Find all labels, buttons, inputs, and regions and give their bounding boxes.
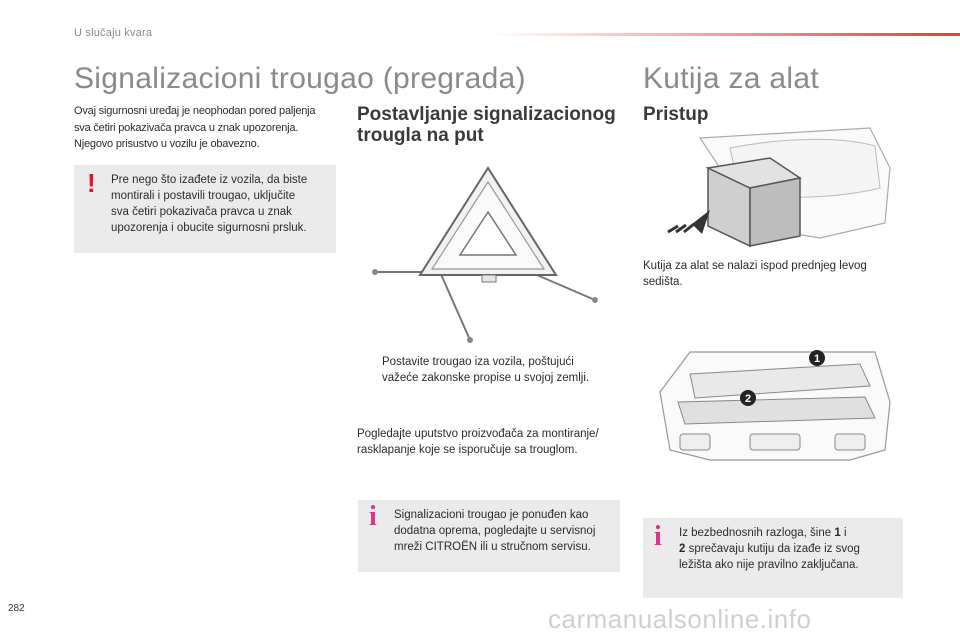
warning-line: upozorenja i obucite sigurnosni prsluk. [111, 222, 307, 234]
subtitle-line: Postavljanje signalizacionog [357, 104, 616, 125]
intro-line: sva četiri pokazivača pravca u znak upozorenja. [74, 121, 299, 134]
info-line: Signalizacioni trougao je ponuđen kao [394, 509, 589, 521]
paragraph-line: rasklapanje koje se isporučuje sa trouglom. [357, 444, 578, 456]
bullet-line: važeće zakonske propise u svojoj zemlji. [382, 372, 590, 384]
info-line: 2 sprečavaju kutiju da izađe iz svog [679, 543, 860, 555]
callout-2-label: 2 [744, 393, 752, 405]
triangle-leg [530, 272, 595, 300]
toolbox-rails-illustration [650, 342, 900, 472]
info-text [394, 507, 618, 555]
info-icon: i [369, 501, 377, 532]
info-box-toolbox [643, 518, 903, 598]
warning-line: Pre nego što izađete iz vozila, da biste [111, 174, 308, 186]
manufacturer-paragraph [357, 426, 627, 458]
triangle-leg [440, 272, 470, 340]
info-icon: i [654, 521, 662, 552]
subtitle-line: trougla na put [357, 125, 484, 146]
intro-paragraph [74, 103, 315, 153]
pull-arrow-icon [668, 210, 710, 234]
warning-icon: ! [87, 168, 96, 198]
toolbox-title: Kutija za alat [643, 62, 819, 95]
warning-box [74, 165, 336, 253]
callout-2 [740, 390, 756, 406]
placement-subtitle [357, 104, 616, 146]
info-line: ležišta ako nije pravilno zaključana. [679, 559, 859, 571]
bullet-text [382, 354, 620, 386]
callout-1 [809, 350, 825, 366]
toolbox-latch [835, 434, 865, 450]
leg-foot [467, 337, 473, 343]
paragraph-line: Kutija za alat se nalazi ispod prednjeg levog [643, 260, 867, 272]
info-line: dodatna oprema, pogledajte u servisnoj [394, 525, 596, 537]
bullet-item [360, 354, 620, 386]
paragraph-line: sedišta. [643, 276, 683, 288]
intro-line: Njegovo prisustvo u vozilu je obavezno. [74, 138, 260, 150]
info-text [679, 525, 899, 573]
toolbox-latch [680, 434, 710, 450]
warning-triangle-illustration [360, 160, 620, 350]
leg-foot [372, 269, 378, 275]
toolbox-latch [750, 434, 800, 450]
page-number: 282 [8, 603, 25, 614]
info-box-triangle [358, 500, 620, 572]
header-accent-bar [490, 33, 960, 36]
toolbox-front [750, 178, 800, 246]
warning-line: montirali i postavili trougao, uključite [111, 190, 296, 202]
leg-foot [592, 297, 598, 303]
intro-line: Ovaj sigurnosni uređaj je neophodan pored paljenja [74, 105, 316, 117]
warning-text [111, 172, 333, 236]
bullet-line: Postavite trougao iza vozila, poštujući [382, 356, 574, 368]
triangle-base-clip [482, 275, 496, 282]
watermark: carmanualsonline.info [548, 604, 812, 634]
warning-line: sva četiri pokazivača pravca u znak [111, 206, 292, 218]
callout-1-label: 1 [813, 353, 821, 365]
info-line: mreži CITROËN ili u stručnom servisu. [394, 541, 591, 553]
seat-toolbox-illustration [660, 128, 900, 250]
section-label: U slučaju kvara [74, 27, 153, 39]
triangle-title: Signalizacioni trougao (pregrada) [74, 62, 526, 95]
info-line: Iz bezbednosnih razloga, šine 1 i [679, 527, 847, 539]
toolbox-location-paragraph [643, 258, 903, 290]
paragraph-line: Pogledajte uputstvo proizvođača za montiranje/ [357, 428, 599, 440]
access-subtitle: Pristup [643, 104, 709, 125]
